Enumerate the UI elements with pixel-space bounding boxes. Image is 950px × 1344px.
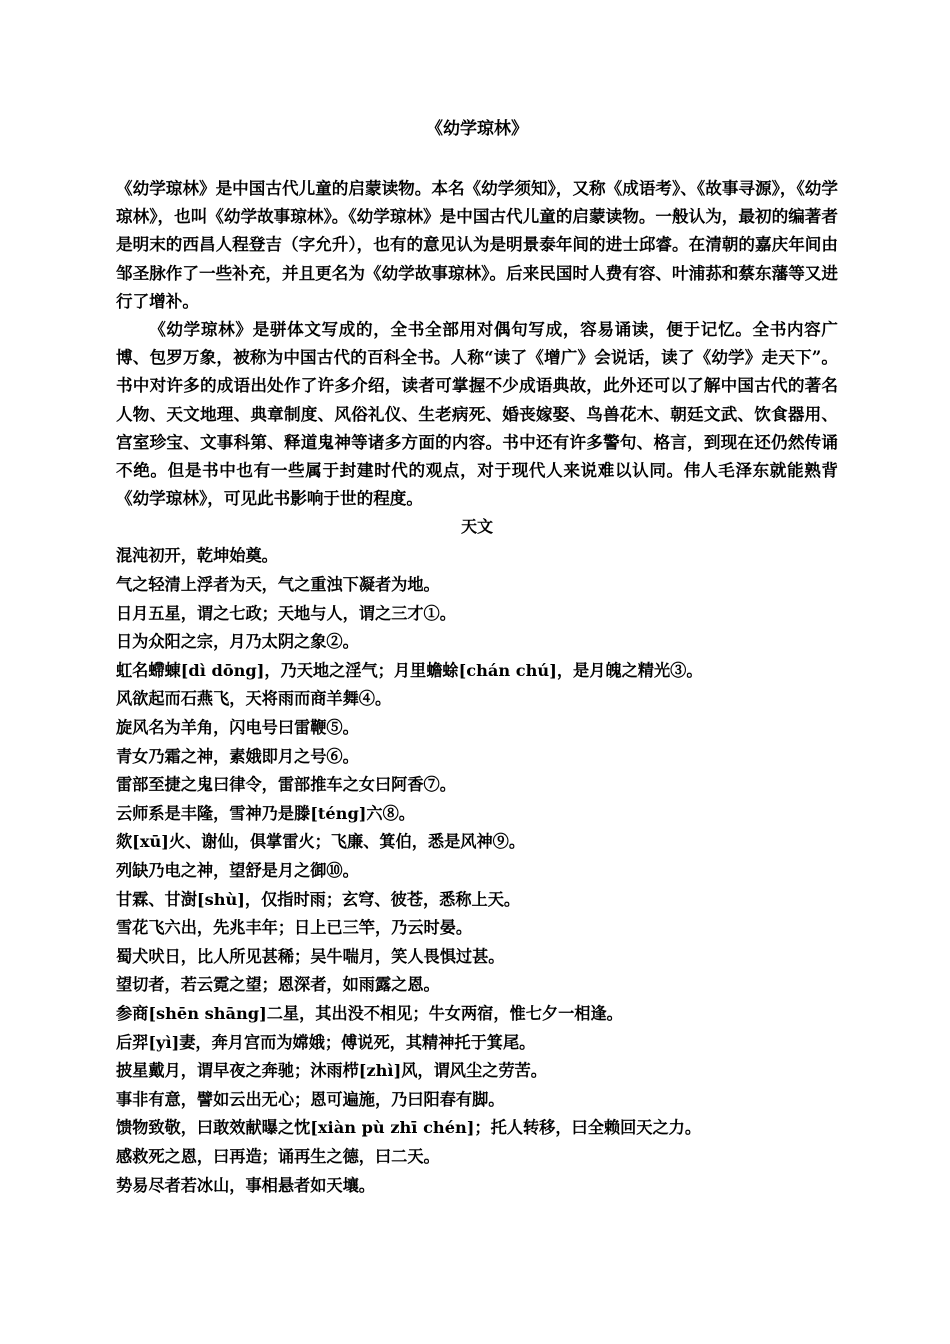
intro-paragraph: 《幼学琼林》是骈体文写成的，全书全部用对偶句写成，容易诵读，便于记忆。全书内容广博、包罗万象，被称为中国古代的百科全书。人称“读了《增广》会说话，读了《幼学》走天下”。书中对许多的成语出处作了许多介绍，读者可掌握不少成语典故，此外还可以了解中国古代的著名人物、天文地理、典章制度、风俗礼仪、生老病死、婚丧嫁娶、鸟兽花木、朝廷文武、饮食器用、宫室珍宝、文事科第、释道鬼神等诸多方面的内容。书中还有许多警句、格言，到现在还仍然传诵不绝。但是书中也有一些属于封建时代的观点，对于现代人来说难以认同。伟人毛泽东就能熟背《幼学琼林》，可见此书影响于世的程度。 (116, 319, 838, 509)
verse-line: 感救死之恩，曰再造；诵再生之德，曰二天。 (116, 1146, 440, 1166)
verse-line: 日月五星，谓之七政；天地与人，谓之三才①。 (116, 603, 456, 623)
verse-line: 混沌初开，乾坤始奠。 (116, 546, 278, 566)
verse-line: 参商[shēn shāng]二星，其出没不相见；牛女两宿，惟七夕一相逢。 (116, 1003, 623, 1023)
verse-line: 云师系是丰隆，雪神乃是滕[téng]六⑧。 (116, 803, 415, 823)
verse-line: 蜀犬吠日，比人所见甚稀；吴牛喘月，笑人畏惧过甚。 (116, 946, 505, 966)
verse-line: 旋风名为羊角，闪电号曰雷鞭⑤。 (116, 718, 359, 737)
section-title: 天文 (460, 517, 493, 537)
document-page (116, 114, 838, 1200)
verse-line: 后羿[yì]妻，奔月宫而为嫦娥；傅说死，其精神托于箕尾。 (116, 1032, 536, 1052)
verse-line: 欻[xū]火、谢仙，俱掌雷火；飞廉、箕伯，悉是风神⑨。 (116, 832, 526, 852)
document-title: 《幼学琼林》 (426, 119, 528, 139)
verse-line: 青女乃霜之神，素娥即月之号⑥。 (116, 746, 359, 766)
verse-line: 雪花飞六出，先兆丰年；日上已三竿，乃云时晏。 (116, 918, 473, 938)
verse-line: 雷部至捷之鬼曰律令，雷部推车之女曰阿香⑦。 (116, 775, 456, 795)
intro-paragraph: 《幼学琼林》是中国古代儿童的启蒙读物。本名《幼学须知》，又称《成语考》、《故事寻源》，《幼学琼林》，也叫《幼学故事琼林》。《幼学琼林》是中国古代儿童的启蒙读物。一般认为，最初的编著者是明末的西昌人程登吉（字允升），也有的意见认为是明景泰年间的进士邱睿。在清朝的嘉庆年间由邹圣脉作了一些补充，并且更名为《幼学故事琼林》。后来民国时人费有容、叶浦荪和蔡东藩等又进行了增补。 (116, 178, 838, 311)
verse-line: 列缺乃电之神，望舒是月之御⑩。 (116, 860, 359, 880)
verse-line: 日为众阳之宗，月乃太阴之象②。 (116, 632, 359, 652)
verse-line: 势易尽者若冰山，事相悬者如天壤。 (116, 1175, 375, 1195)
verse-line: 甘霖、甘澍[shù]，仅指时雨；玄穹、彼苍，悉称上天。 (116, 889, 521, 909)
verse-line: 事非有意，譬如云出无心；恩可遍施，乃曰阳春有脚。 (116, 1089, 505, 1109)
verse-list (116, 542, 838, 1200)
verse-line: 望切者，若云霓之望；恩深者，如雨露之恩。 (116, 975, 440, 995)
verse-line: 虹名螮蝀[dì dōng]，乃天地之淫气；月里蟾蜍[chán chú]，是月魄之精光③。 (116, 660, 703, 680)
verse-line: 气之轻清上浮者为天，气之重浊下凝者为地。 (116, 575, 440, 595)
verse-line: 风欲起而石燕飞，天将雨而商羊舞④。 (116, 689, 392, 709)
verse-line: 披星戴月，谓早夜之奔驰；沐雨栉[zhì]风，谓风尘之劳苦。 (116, 1061, 547, 1081)
verse-line: 馈物致敬，曰敢效献曝之忱[xiàn pù zhī chén]；托人转移，曰全赖回天之力。 (116, 1118, 702, 1138)
